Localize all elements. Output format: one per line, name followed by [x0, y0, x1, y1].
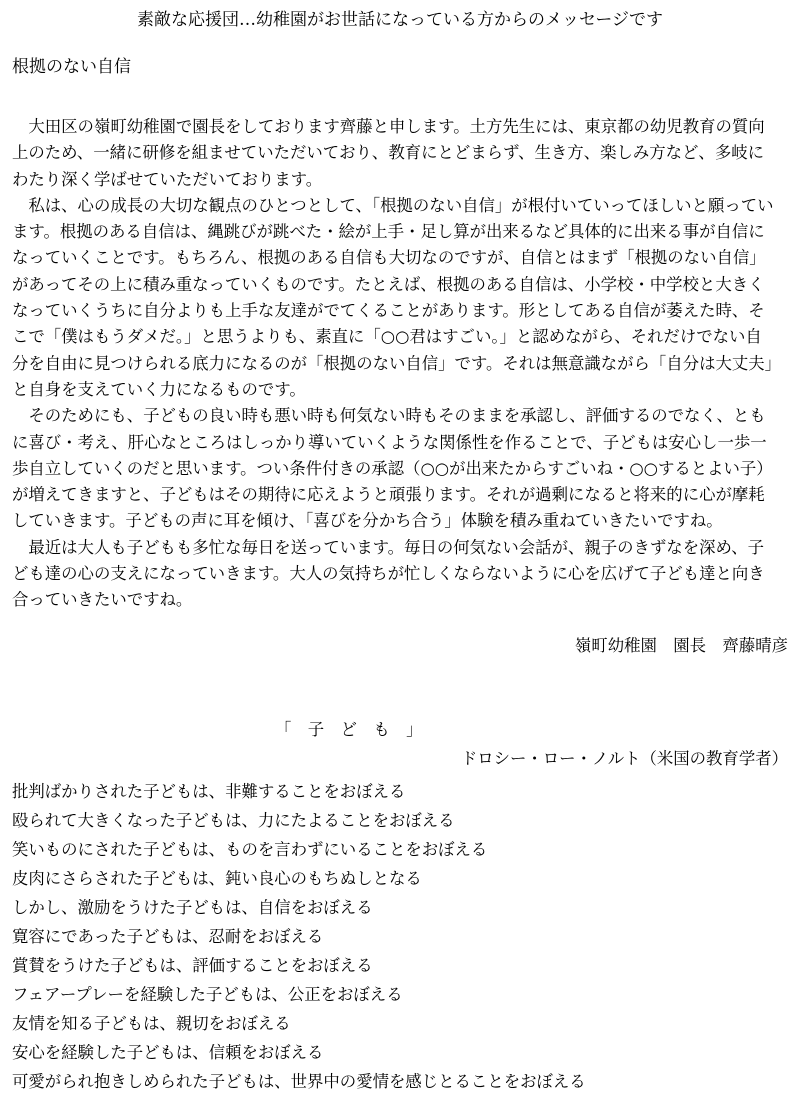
body-line: 大田区の嶺町幼稚園で園長をしております齊藤と申します。土方先生には、東京都の幼児教育の質向 [28, 117, 765, 136]
page-header-title: 素敵な応援団…幼稚園がお世話になっている方からのメッセージです [137, 10, 663, 30]
poem-body [12, 777, 792, 1096]
body-line: 合っていきたいですね。 [12, 590, 193, 610]
poem-line: 笑いものにされた子どもは、ものを言わずにいることをおぼえる [12, 840, 488, 859]
poem-line: フェアープレーを経験した子どもは、公正をおぼえる [12, 985, 403, 1004]
body-line: こで「僕はもうダメだ。」と思うよりも、素直に「○○君はすごい。」と認めながら、それだけでない自 [12, 327, 762, 347]
body-line: なっていくことです。もちろん、根拠のある自信も大切なのですが、自信とはまず「根拠のない自信」 [12, 248, 766, 268]
body-line: 分を自由に見つけられる底力になるのが「根拠のない自信」です。それは無意識ながら「自分は大丈夫」 [12, 353, 782, 373]
poem-line: しかし、激励をうけた子どもは、自信をおぼえる [12, 898, 373, 917]
body-line: が増えてきますと、子どもはその期待に応えようと頑張ります。それが過剰になると将来的に心が摩耗 [12, 485, 765, 505]
poem-author: ドロシー・ロー・ノルト（米国の教育学者） [460, 749, 788, 768]
poem-line: 批判ばかりされた子どもは、非難することをおぼえる [12, 782, 406, 801]
body-line: なっていくうちに自分よりも上手な友達がでてくることがあります。形としてある自信が萎えた時、そ [12, 301, 765, 321]
poem-line: 寛容にであった子どもは、忍耐をおぼえる [12, 927, 324, 946]
body-line: ども達の心の支えになっていきます。大人の気持ちが忙しくならないように心を広げて子ども達と向き [12, 564, 765, 584]
poem-line: 可愛がられ抱きしめられた子どもは、世界中の愛情を感じとることをおぼえる [12, 1072, 586, 1091]
body-line: そのためにも、子どもの良い時も悪い時も何気ない時もそのままを承認し、評価するのでなく、とも [28, 406, 766, 426]
poem-line: 友情を知る子どもは、親切をおぼえる [12, 1014, 291, 1033]
poem-line: 皮肉にさらされた子どもは、鈍い良心のもちぬしとなる [12, 869, 422, 888]
body-line: していきます。子どもの声に耳を傾け、「喜びを分かち合う」体験を積み重ねていきたいですね。 [12, 511, 723, 531]
message-title: 根拠のない自信 [12, 57, 131, 77]
body-line: があってその上に積み重なっていくものです。たとえば、根拠のある自信は、小学校・中学校と大きく [12, 274, 765, 294]
body-line: に喜び・考え、肝心なところはしっかり導いていくような関係性を作ることで、子どもは安心し一歩一 [12, 432, 767, 452]
poem-line: 安心を経験した子どもは、信頼をおぼえる [12, 1043, 324, 1062]
body-line: わたり深く学ばせていただいております。 [12, 169, 323, 189]
body-line: と自身を支えていく力になるものです。 [12, 379, 306, 399]
message-signature: 嶺町幼稚園 園長 齊藤晴彦 [574, 636, 788, 655]
poem-line: 殴られて大きくなった子どもは、力にたよることをおぼえる [12, 811, 455, 830]
body-line: 私は、心の成長の大切な観点のひとつとして、「根拠のない自信」が根付いていってほしいと願ってい [28, 195, 774, 215]
poem-title: 「 子 ど も 」 [275, 720, 423, 739]
poem-line: 賞賛をうけた子どもは、評価することをおぼえる [12, 956, 373, 975]
message-body [12, 114, 792, 614]
body-line: 歩自立していくのだと思います。つい条件付きの承認（○○が出来たからすごいね・○○するとよい子） [12, 458, 773, 478]
body-line: 最近は大人も子どもも多忙な毎日を送っています。毎日の何気ない会話が、親子のきずなを深め、子 [28, 537, 764, 557]
body-line: 上のため、一緒に研修を組ませていただいており、教育にとどまらず、生き方、楽しみ方など、多岐に [12, 143, 764, 163]
body-line: ます。根拠のある自信は、縄跳びが跳べた・絵が上手・足し算が出来るなど具体的に出来る事が自信に [12, 222, 765, 242]
